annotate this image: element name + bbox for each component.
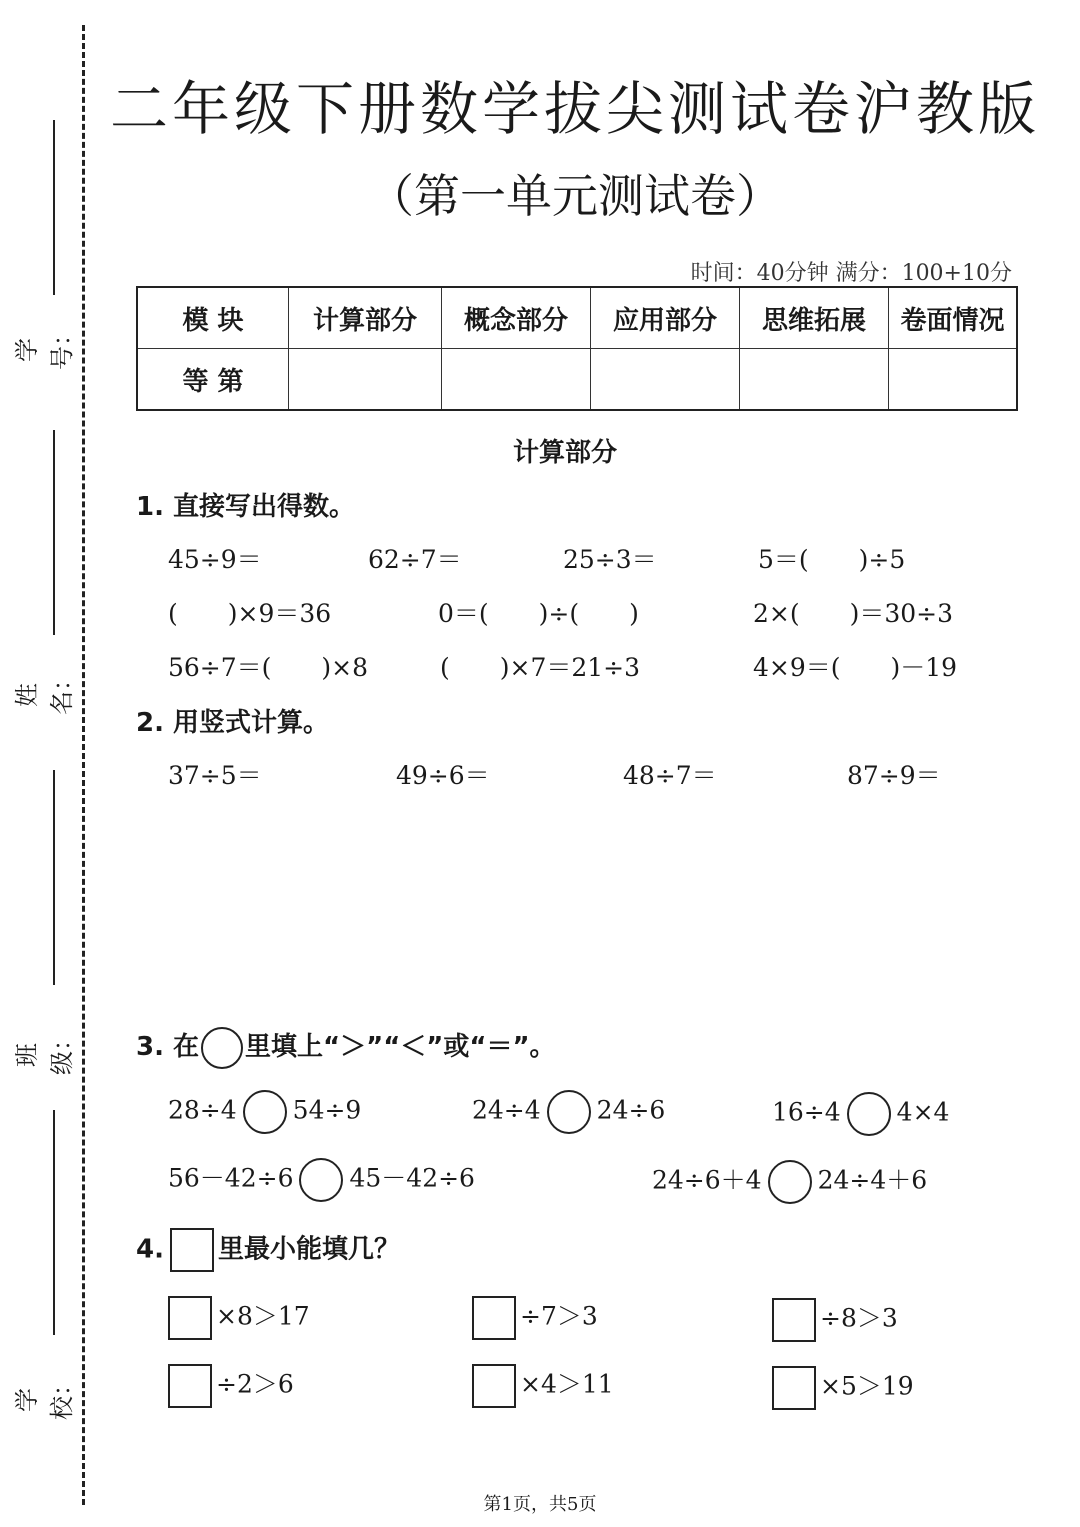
answer-circle[interactable] (547, 1090, 591, 1134)
q2-item: 49÷6＝ (396, 761, 490, 790)
grade-cell[interactable] (889, 349, 1018, 411)
q3-right-expr: 24÷6 (596, 1095, 666, 1125)
q4-expr: ÷8＞3 (820, 1303, 898, 1333)
page-subtitle: （第一单元测试卷） (368, 169, 782, 223)
square-icon (170, 1228, 214, 1272)
q3-title-prefix: 3. 在 (136, 1032, 200, 1062)
q1-item: 4×9＝( )－19 (753, 653, 958, 682)
q3-left-expr: 16÷4 (772, 1097, 841, 1127)
q4-item (168, 1296, 310, 1340)
score-table (136, 286, 1018, 411)
q2-item: 37÷5＝ (168, 761, 262, 790)
q4-expr: ×8＞17 (216, 1301, 310, 1331)
table-row-label: 等 第 (137, 349, 289, 411)
q1-item: ( )×9＝36 (168, 599, 332, 628)
class-label: 班级： (13, 1027, 76, 1075)
answer-box[interactable] (472, 1296, 516, 1340)
section-title: 计算部分 (512, 438, 617, 468)
q3-left-expr: 56－42÷6 (168, 1163, 294, 1193)
q1-item: ( )×7＝21÷3 (440, 653, 641, 682)
q1-item: 2×( )＝30÷3 (753, 599, 954, 628)
class-line (53, 770, 55, 985)
q3-compare-item (472, 1090, 665, 1134)
answer-box[interactable] (168, 1364, 212, 1408)
table-header-cell: 计算部分 (289, 287, 442, 349)
q3-compare-item (168, 1090, 361, 1134)
q4-item (168, 1364, 294, 1408)
answer-circle[interactable] (847, 1092, 891, 1136)
q3-compare-item (772, 1092, 949, 1136)
q3-right-expr: 54÷9 (292, 1095, 362, 1125)
q1-item: 25÷3＝ (563, 545, 657, 574)
q3-right-expr: 4×4 (896, 1097, 950, 1127)
score-table-header-row (137, 287, 1017, 349)
q4-expr: ×4＞11 (520, 1369, 614, 1399)
q4-expr: ÷7＞3 (520, 1301, 598, 1331)
q3-right-expr: 45－42÷6 (349, 1163, 475, 1193)
page-title: 二年级下册数学拔尖测试卷沪教版 (109, 75, 1040, 143)
grade-cell[interactable] (442, 349, 591, 411)
school-line (53, 1110, 55, 1335)
answer-circle[interactable] (243, 1090, 287, 1134)
name-label: 姓名： (13, 667, 76, 715)
q3-title-suffix: 里填上“＞”“＜”或“＝”。 (245, 1032, 556, 1062)
answer-box[interactable] (168, 1296, 212, 1340)
q4-expr: ÷2＞6 (216, 1369, 294, 1399)
circle-icon (201, 1027, 243, 1069)
answer-box[interactable] (772, 1366, 816, 1410)
page-footer: 第1页，共5页 (483, 1494, 597, 1515)
grade-cell[interactable] (740, 349, 889, 411)
time-score-info: 时间：40分钟 满分：100+10分 (690, 261, 1012, 286)
q4-title-suffix: 里最小能填几？ (217, 1234, 400, 1265)
answer-circle[interactable] (768, 1160, 812, 1204)
answer-circle[interactable] (299, 1158, 343, 1202)
score-table-grade-row (137, 349, 1017, 411)
question-2-title: 2. 用竖式计算。 (136, 708, 330, 738)
table-header-cell: 模 块 (137, 287, 289, 349)
q1-item: 0＝( )÷( ) (438, 599, 639, 628)
table-header-cell: 思维拓展 (740, 287, 889, 349)
grade-cell[interactable] (591, 349, 740, 411)
q4-expr: ×5＞19 (820, 1371, 914, 1401)
question-1-title: 1. 直接写出得数。 (136, 492, 356, 522)
answer-box[interactable] (472, 1364, 516, 1408)
q3-compare-item (652, 1160, 927, 1204)
answer-box[interactable] (772, 1298, 816, 1342)
q1-item: 45÷9＝ (168, 545, 262, 574)
q4-item (472, 1296, 598, 1340)
q1-item: 56÷7＝( )×8 (168, 653, 369, 682)
table-header-cell: 应用部分 (591, 287, 740, 349)
q4-item (772, 1298, 898, 1342)
table-header-cell: 概念部分 (442, 287, 591, 349)
question-4-title (136, 1228, 400, 1272)
q3-compare-item (168, 1158, 475, 1202)
binding-dashed-line (82, 25, 85, 1505)
table-header-cell: 卷面情况 (889, 287, 1018, 349)
q3-left-expr: 24÷4 (472, 1095, 541, 1125)
grade-cell[interactable] (289, 349, 442, 411)
q4-item (472, 1364, 614, 1408)
q3-right-expr: 24÷4＋6 (817, 1165, 928, 1195)
school-label: 学校： (13, 1372, 76, 1420)
student-id-label: 学号： (13, 322, 76, 370)
q1-item: 62÷7＝ (368, 545, 462, 574)
question-3-title (136, 1026, 556, 1069)
q3-left-expr: 28÷4 (168, 1095, 237, 1125)
q4-item (772, 1366, 914, 1410)
q4-title-prefix: 4. (136, 1234, 164, 1265)
q3-left-expr: 24÷6＋4 (652, 1165, 762, 1195)
q1-item: 5＝( )÷5 (758, 545, 906, 574)
q2-item: 87÷9＝ (847, 761, 941, 790)
q2-item: 48÷7＝ (623, 761, 717, 790)
